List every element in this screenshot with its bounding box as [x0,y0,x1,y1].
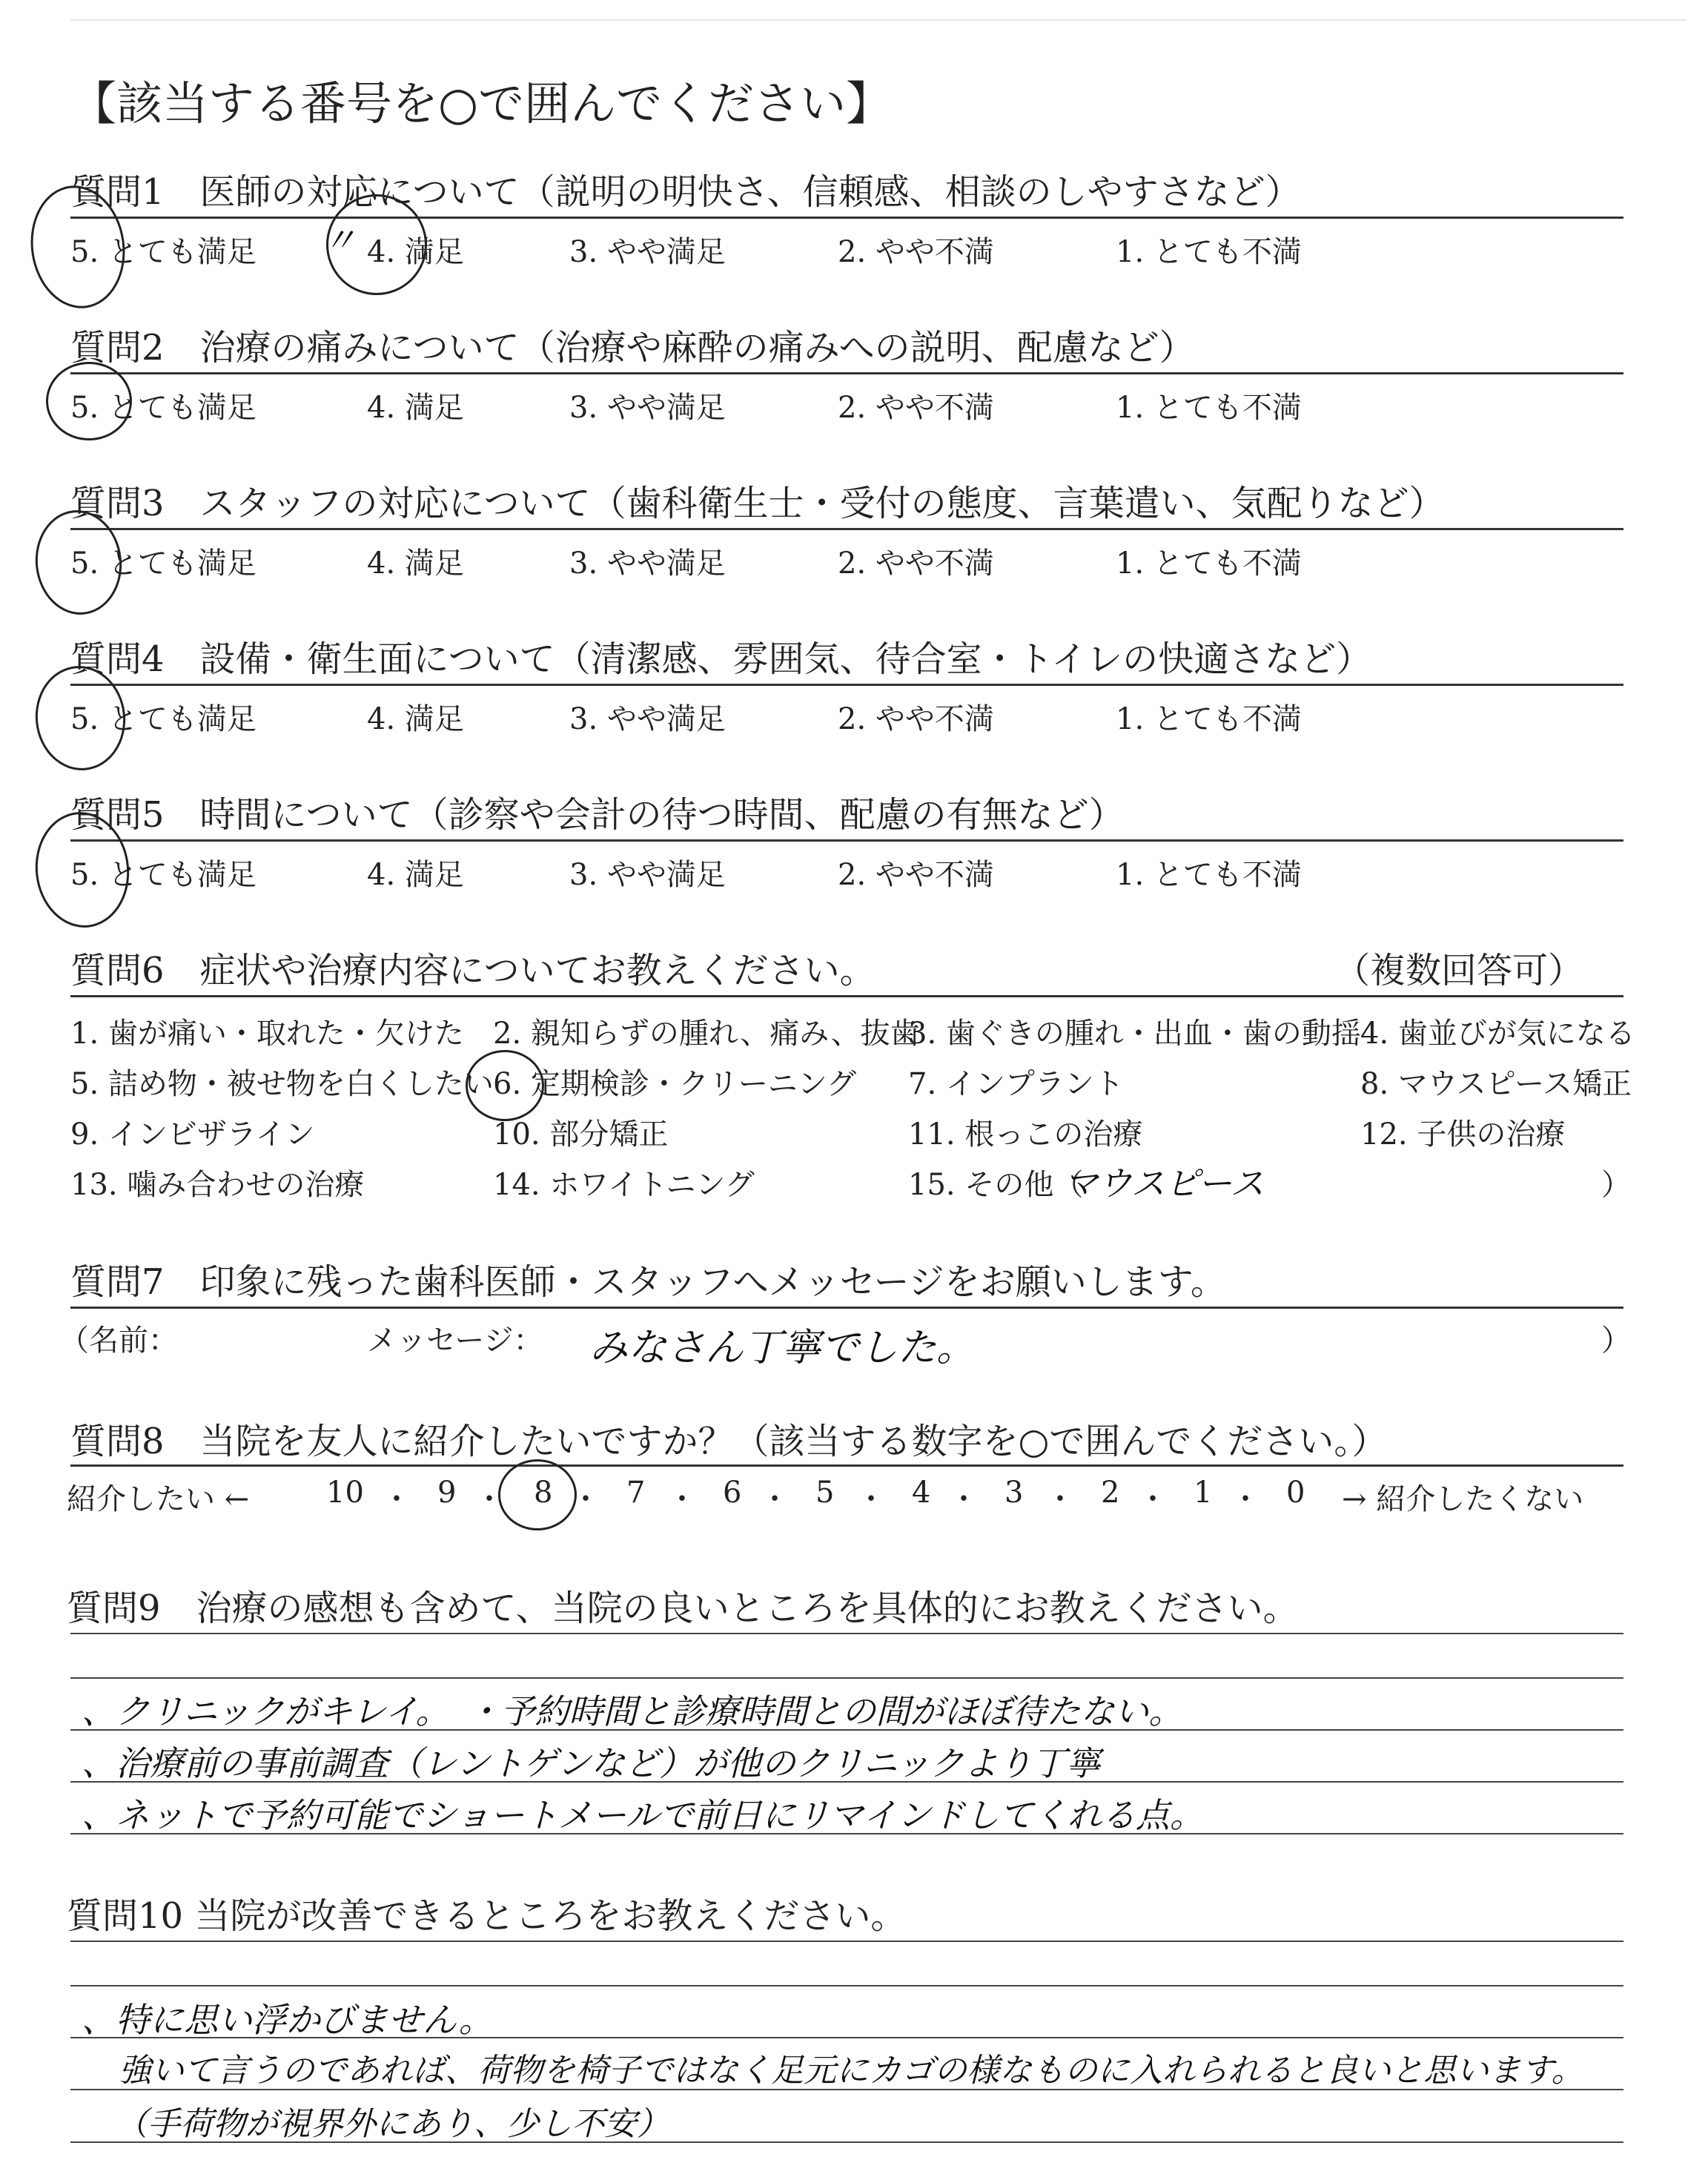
q8-sep: ・ [474,1482,504,1516]
q6-option-6[interactable]: 6. 定期検診・クリーニング [493,1067,857,1101]
q6-rule [70,995,1623,997]
q8-sep: ・ [1138,1482,1168,1516]
q9-rule [70,1633,1623,1634]
q8-scale-6[interactable]: 6 [723,1476,742,1510]
q1-rule [70,217,1623,219]
q5-option-5[interactable]: 5. とても満足 [70,858,256,892]
q8-scale-5[interactable]: 5 [815,1476,835,1510]
q6-other-close: ） [1601,1168,1631,1202]
q6-option-13[interactable]: 13. 噛み合わせの治療 [70,1168,365,1202]
q8-left-label: 紹介したい ← [67,1482,250,1516]
q5-option-3[interactable]: 3. やや満足 [569,858,726,892]
q2-option-4[interactable]: 4. 満足 [367,391,464,425]
q5-option-4[interactable]: 4. 満足 [367,858,464,892]
q9-rule [70,1781,1623,1783]
q6-heading: 質問6 症状や治療内容についてお教えください。 [70,950,875,991]
q6-multiple-note: （複数回答可） [1334,950,1584,991]
q4-option-5[interactable]: 5. とても満足 [70,702,256,736]
q7-rule [70,1307,1623,1309]
q2-option-1[interactable]: 1. とても不満 [1116,391,1302,425]
q5-rule [70,839,1623,842]
q7-heading: 質問7 印象に残った歯科医師・スタッフへメッセージをお願いします。 [70,1261,1226,1303]
q10-answer-line-2[interactable]: 強いて言うのであれば、荷物を椅子ではなく足元にカゴの様なものに入れられると良いと思います。 [119,2052,1584,2090]
q1-cancel-mark: 〃 [322,220,357,260]
q7-name-label: （名前： [59,1324,178,1358]
q8-scale-4[interactable]: 4 [912,1476,931,1510]
q6-option-9[interactable]: 9. インビザライン [70,1117,315,1152]
q8-sep: ・ [667,1482,697,1516]
q8-scale-2[interactable]: 2 [1101,1476,1120,1510]
q2-heading: 質問2 治療の痛みについて（治療や麻酔の痛みへの説明、配慮など） [70,327,1195,369]
q6-option-7[interactable]: 7. インプラント [908,1067,1124,1101]
q1-option-5[interactable]: 5. とても満足 [70,235,256,269]
q10-rule [70,2037,1623,2038]
q6-option-1[interactable]: 1. 歯が痛い・取れた・欠けた [70,1017,464,1051]
q10-heading: 質問10 当院が改善できるところをお教えください。 [67,1895,907,1937]
q8-scale-8[interactable]: 8 [534,1476,553,1510]
q9-answer-line-2[interactable]: 、治療前の事前調査（レントゲンなど）が他のクリニックより丁寧 [82,1743,1101,1783]
q8-sep: ・ [1231,1482,1260,1516]
q9-answer-line-3[interactable]: 、ネットで予約可能でショートメールで前日にリマインドしてくれる点。 [82,1795,1204,1835]
q3-option-2[interactable]: 2. やや不満 [838,546,994,581]
q6-option-8[interactable]: 8. マウスピース矯正 [1360,1067,1632,1101]
q7-close-paren: ） [1601,1324,1631,1358]
q7-message-label: メッセージ： [367,1324,543,1358]
q4-option-3[interactable]: 3. やや満足 [569,702,726,736]
q8-circle-8 [498,1459,577,1530]
q3-option-1[interactable]: 1. とても不満 [1116,546,1302,581]
q8-scale-1[interactable]: 1 [1194,1476,1213,1510]
q6-other-text[interactable]: マウスピース [1064,1163,1265,1203]
q4-rule [70,684,1623,686]
q4-option-1[interactable]: 1. とても不満 [1116,702,1302,736]
q8-right-label: → 紹介したくない [1342,1482,1584,1516]
q10-rule [70,1985,1623,1986]
q8-sep: ・ [571,1482,600,1516]
q1-heading: 質問1 医師の対応について（説明の明快さ、信頼感、相談のしやすさなど） [70,171,1301,213]
q8-scale-7[interactable]: 7 [626,1476,646,1510]
q8-sep: ・ [760,1482,790,1516]
q3-option-4[interactable]: 4. 満足 [367,546,464,581]
q8-scale-0[interactable]: 0 [1286,1476,1305,1510]
q9-rule [70,1729,1623,1731]
q10-answer-line-3[interactable]: （手荷物が視界外にあり、少し不安） [115,2105,669,2143]
q5-option-1[interactable]: 1. とても不満 [1116,858,1302,892]
q3-option-3[interactable]: 3. やや満足 [569,546,726,581]
page-title: 【該当する番号を○で囲んでください】 [70,76,893,131]
q10-rule [70,1941,1623,1942]
q8-scale-10[interactable]: 10 [326,1476,364,1510]
q6-option-5[interactable]: 5. 詰め物・被せ物を白くしたい [70,1067,494,1101]
q4-option-4[interactable]: 4. 満足 [367,702,464,736]
q8-heading: 質問8 当院を友人に紹介したいですか？（該当する数字を○で囲んでください。） [70,1421,1388,1462]
q1-option-2[interactable]: 2. やや不満 [838,235,994,269]
q8-rule [70,1464,1623,1467]
q6-option-12[interactable]: 12. 子供の治療 [1360,1117,1566,1152]
q1-option-3[interactable]: 3. やや満足 [569,235,726,269]
q2-option-3[interactable]: 3. やや満足 [569,391,726,425]
q2-rule [70,372,1623,374]
q6-option-4[interactable]: 4. 歯並びが気になる [1360,1017,1635,1051]
q4-heading: 質問4 設備・衛生面について（清潔感、雰囲気、待合室・トイレの快適さなど） [70,638,1372,680]
q1-option-4[interactable]: 4. 満足 [367,235,464,269]
q1-option-1[interactable]: 1. とても不満 [1116,235,1302,269]
q9-answer-line-1[interactable]: 、クリニックがキレイ。 ・予約時間と診療時間との間がほぼ待たない。 [82,1691,1183,1731]
q6-option-14[interactable]: 14. ホワイトニング [493,1168,755,1202]
q3-rule [70,528,1623,530]
q6-option-3[interactable]: 3. 歯ぐきの腫れ・出血・歯の動揺 [908,1017,1361,1051]
q6-option-11[interactable]: 11. 根っこの治療 [908,1117,1143,1152]
q8-sep: ・ [382,1482,411,1516]
q9-heading: 質問9 治療の感想も含めて、当院の良いところを具体的にお教えください。 [67,1588,1299,1629]
q3-option-5[interactable]: 5. とても満足 [70,546,256,581]
q5-heading: 質問5 時間について（診察や会計の待つ時間、配慮の有無など） [70,794,1125,836]
q2-circle-5 [46,362,132,440]
q8-scale-3[interactable]: 3 [1004,1476,1024,1510]
q4-option-2[interactable]: 2. やや不満 [838,702,994,736]
q7-message-text[interactable]: みなさん丁寧でした。 [589,1326,976,1370]
q8-sep: ・ [1045,1482,1075,1516]
q5-option-2[interactable]: 2. やや不満 [838,858,994,892]
q2-option-5[interactable]: 5. とても満足 [70,391,256,425]
q8-sep: ・ [856,1482,886,1516]
q8-scale-9[interactable]: 9 [437,1476,457,1510]
q10-rule [70,2089,1623,2090]
q10-rule [70,2141,1623,2143]
q2-option-2[interactable]: 2. やや不満 [838,391,994,425]
top-border [70,19,1687,21]
q3-heading: 質問3 スタッフの対応について（歯科衛生士・受付の態度、言葉遣い、気配りなど） [70,483,1445,524]
q6-option-10[interactable]: 10. 部分矯正 [493,1117,669,1152]
q6-option-2[interactable]: 2. 親知らずの腫れ、痛み、抜歯 [493,1017,920,1051]
q6-option-15[interactable]: 15. その他（ [908,1168,1084,1202]
q8-sep: ・ [949,1482,979,1516]
q10-answer-line-1[interactable]: 、特に思い浮かびません。 [82,2000,493,2040]
q9-rule [70,1833,1623,1834]
q9-rule [70,1677,1623,1679]
